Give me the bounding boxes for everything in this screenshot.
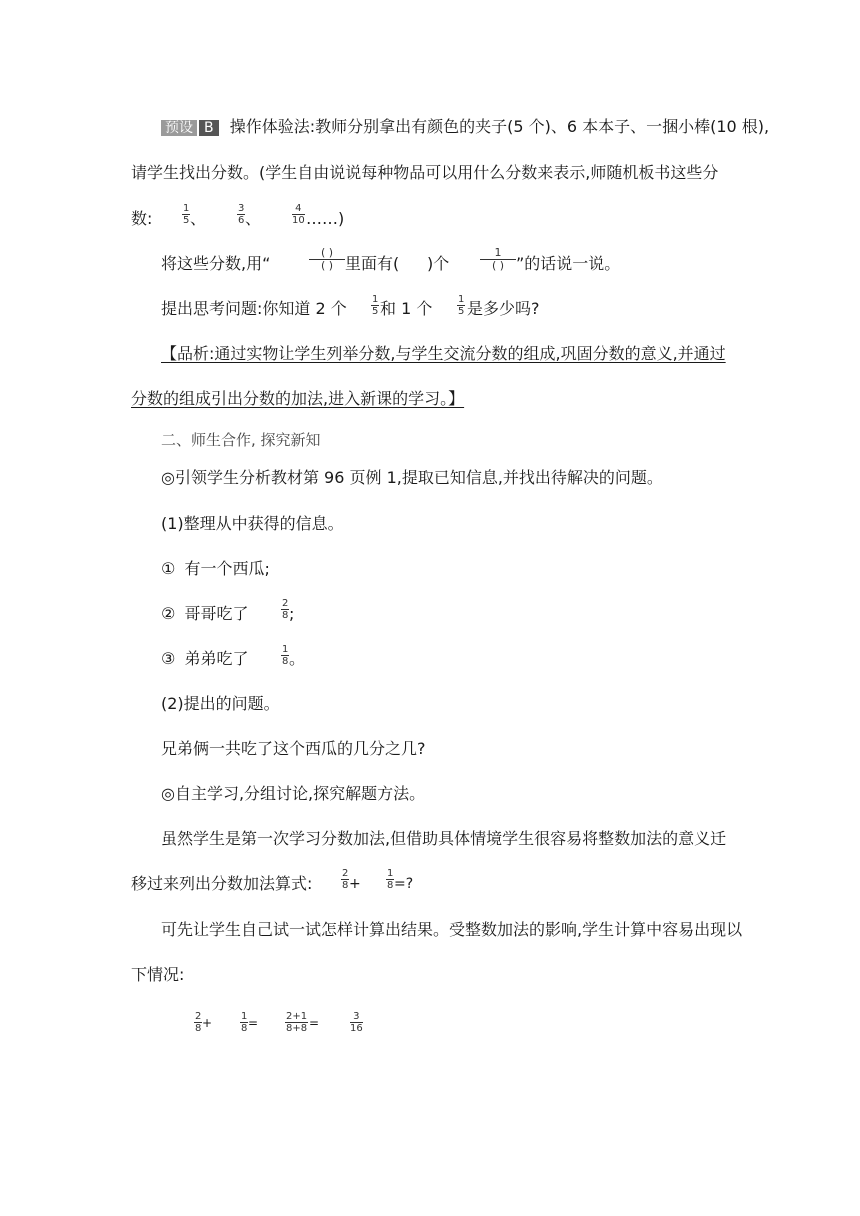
p9-line2: 移过来列出分数加法算式: xyxy=(131,874,313,893)
separator-1: 、 xyxy=(190,209,207,228)
fraction-2-8: $\frac{2}{8}$ xyxy=(282,598,289,621)
analysis-line1: 【品析:通过实物让学生列举分数,与学生交流分数的组成,巩固分数的意义,并通过 xyxy=(161,344,726,363)
self-study-heading: ◎自主学习,分组讨论,探究解题方法。 xyxy=(161,784,426,803)
step-2-heading: (2)提出的问题。 xyxy=(161,694,280,713)
preset-badge: 预设 B xyxy=(161,119,219,137)
paragraph-preset-b-line2: 请学生找出分数。(学生自由说说每种物品可以用什么分数来表示,师随机板书这些分 xyxy=(131,163,719,182)
fraction-1-8: $\frac{1}{8}$ xyxy=(282,644,289,667)
fraction-1-5: $\frac{1}{5}$ xyxy=(183,203,190,226)
paragraph-preset-b-line3: 数: xyxy=(131,209,153,228)
section-heading: 二、师生合作, 探究新知 xyxy=(161,431,321,449)
expr-plus: + xyxy=(349,876,361,892)
p10-line1: 可先让学生自己试一试怎样计算出结果。受整数加法的影响,学生计算中容易出现以 xyxy=(161,920,743,939)
info-item-3: ③ 弟弟吃了 xyxy=(161,649,249,668)
blank-fraction: ( ) ( ) xyxy=(309,247,345,272)
calc-equals-2: = xyxy=(309,1016,320,1030)
calc-fraction-1-8: $\frac{1}{8}$ xyxy=(241,1011,248,1034)
expr-fraction-1-8: $\frac{1}{8}$ xyxy=(387,868,394,891)
calc-plus: + xyxy=(202,1016,213,1030)
info-item-3-tail: 。 xyxy=(289,649,306,668)
p10-line2: 下情况: xyxy=(131,965,185,984)
expr-fraction-2-8: $\frac{2}{8}$ xyxy=(342,868,349,891)
fraction-1-5-b: $\frac{1}{5}$ xyxy=(458,294,465,317)
info-item-2-tail: ; xyxy=(289,604,295,623)
p3-part-c: 是多少吗? xyxy=(467,299,540,318)
fraction-4-10: $\frac{4}{10}$ xyxy=(292,203,305,226)
p3-part-a: 提出思考问题:你知道 2 个 xyxy=(161,299,347,318)
info-item-2: ② 哥哥吃了 xyxy=(161,604,249,623)
p2-part-a: 将这些分数,用“ xyxy=(161,254,271,273)
separator-2: 、 xyxy=(245,209,262,228)
calc-fraction-2-8: $\frac{2}{8}$ xyxy=(195,1011,202,1034)
p3-part-b: 和 1 个 xyxy=(380,299,433,318)
analysis-line2: 分数的组成引出分数的加法,进入新课的学习。】 xyxy=(131,389,465,408)
fraction-1-5-a: $\frac{1}{5}$ xyxy=(372,294,379,317)
calc-fraction-3-16: $\frac{3}{16}$ xyxy=(350,1011,363,1034)
step-1-heading: (1)整理从中获得的信息。 xyxy=(161,514,344,533)
question-text: 兄弟俩一共吃了这个西瓜的几分之几? xyxy=(161,739,426,758)
p2-part-c: )个 xyxy=(427,254,450,273)
paragraph-preset-b-line1: 预设 B 操作体验法:教师分别拿出有颜色的夹子(5 个)、6 本本子、一捆小棒(10 根), xyxy=(161,117,769,137)
expr-equals-question: =? xyxy=(394,876,414,892)
fraction-3-6: $\frac{3}{6}$ xyxy=(238,203,245,226)
unit-fraction-blank: 1 ( ) xyxy=(480,247,516,272)
p2-part-d: ”的话说一说。 xyxy=(516,254,621,273)
calc-fraction-sum: $\frac{2+1}{8+8}$ xyxy=(286,1011,308,1034)
calc-equals-1: = xyxy=(248,1016,259,1030)
ellipsis-close: ……) xyxy=(306,209,345,228)
p9-line1: 虽然学生是第一次学习分数加法,但借助具体情境学生很容易将整数加法的意义迁 xyxy=(161,829,727,848)
p2-part-b: 里面有( xyxy=(345,254,400,273)
guide-paragraph: ◎引领学生分析教材第 96 页例 1,提取已知信息,并找出待解决的问题。 xyxy=(161,468,663,487)
info-item-1: ① 有一个西瓜; xyxy=(161,559,270,578)
